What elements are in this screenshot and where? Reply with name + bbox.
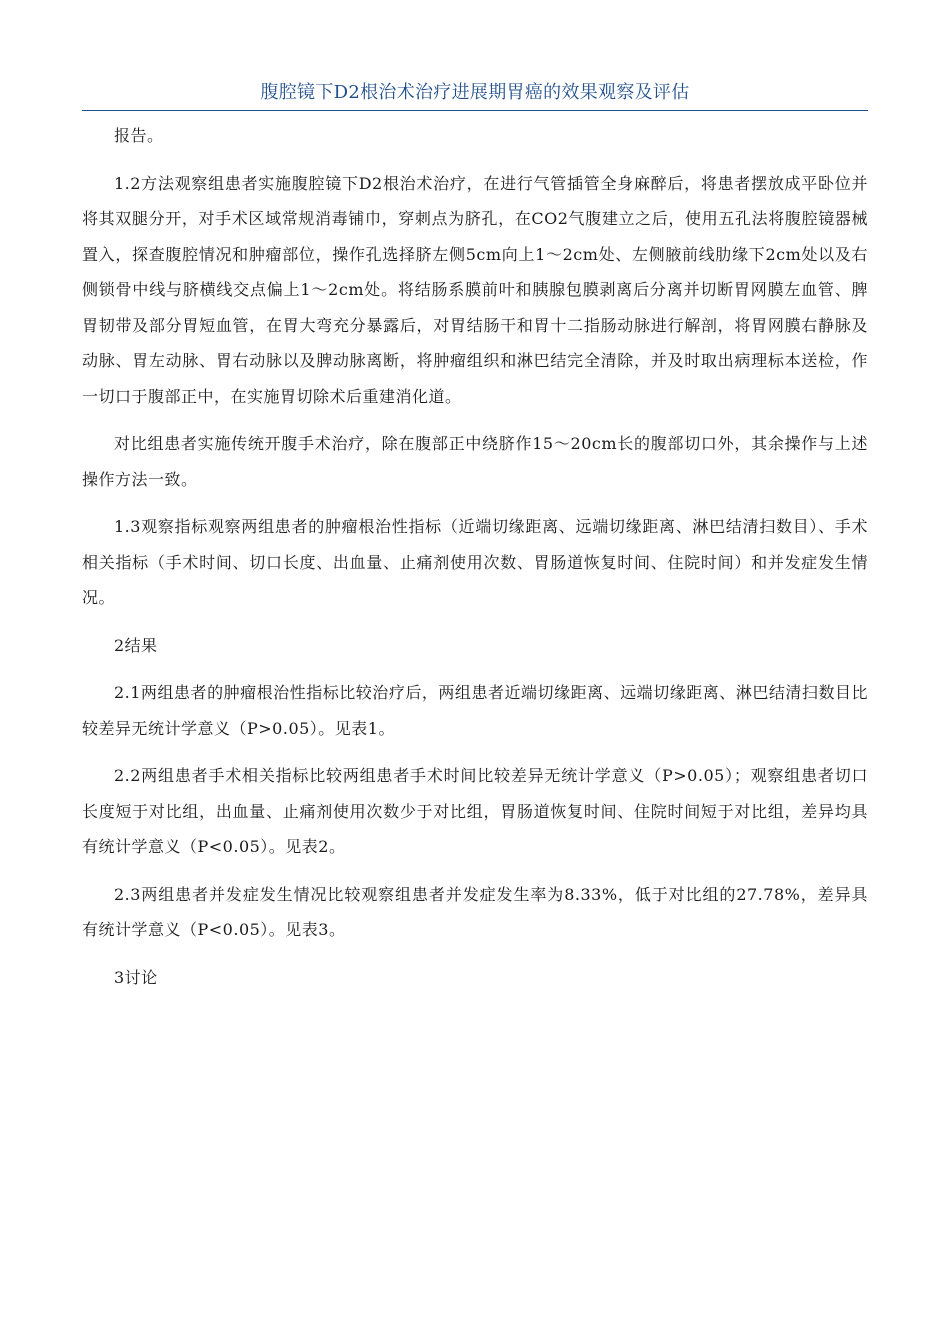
paragraph-continuation: 报告。: [114, 126, 164, 145]
section-heading-results: 2结果: [114, 635, 158, 655]
paragraph-result-2-1: 2.1两组患者的肿瘤根治性指标比较治疗后，两组患者近端切缘距离、远端切缘距离、淋巴结清扫数目比较差异无统计学意义（P>0.05）。见表1。: [82, 683, 868, 738]
paragraph-indicators-1-3: 1.3观察指标观察两组患者的肿瘤根治性指标（近端切缘距离、远端切缘距离、淋巴结清扫数目）、手术相关指标（手术时间、切口长度、出血量、止痛剂使用次数、胃肠道恢复时间、住院时间）和并发症发生情况。: [82, 517, 868, 607]
document-body: [82, 118, 868, 995]
section-heading-discussion: 3讨论: [114, 967, 158, 987]
paragraph-method-1-2: 1.2方法观察组患者实施腹腔镜下D2根治术治疗，在进行气管插管全身麻醉后，将患者摆放成平卧位并将其双腿分开，对手术区域常规消毒铺巾，穿刺点为脐孔，在CO2气腹建立之后，使用五孔法将腹腔镜器械置入，探查腹腔情况和肿瘤部位，操作孔选择脐左侧5cm向上1～2cm处、左侧腋前线肋缘下2cm处以及右侧锁骨中线与脐横线交点偏上1～2cm处。将结肠系膜前叶和胰腺包膜剥离后分离并切断胃网膜左血管、脾胃韧带及部分胃短血管，在胃大弯充分暴露后，对胃结肠干和胃十二指肠动脉进行解剖，将胃网膜右静脉及动脉、胃左动脉、胃右动脉以及脾动脉离断，将肿瘤组织和淋巴结完全清除，并及时取出病理标本送检，作一切口于腹部正中，在实施胃切除术后重建消化道。: [82, 173, 868, 406]
running-header: [82, 78, 868, 111]
paragraph-result-2-3: 2.3两组患者并发症发生情况比较观察组患者并发症发生率为8.33%，低于对比组的27.78%，差异具有统计学意义（P<0.05）。见表3。: [82, 884, 868, 939]
header-title: 腹腔镜下D2根治术治疗进展期胃癌的效果观察及评估: [260, 82, 690, 103]
paragraph-control-group: 对比组患者实施传统开腹手术治疗，除在腹部正中绕脐作15～20cm长的腹部切口外，其余操作与上述操作方法一致。: [82, 434, 868, 489]
paragraph-result-2-2: 2.2两组患者手术相关指标比较两组患者手术时间比较差异无统计学意义（P>0.05）；观察组患者切口长度短于对比组，出血量、止痛剂使用次数少于对比组，胃肠道恢复时间、住院时间短于对比组，差异均具有统计学意义（P<0.05）。见表2。: [82, 766, 868, 856]
